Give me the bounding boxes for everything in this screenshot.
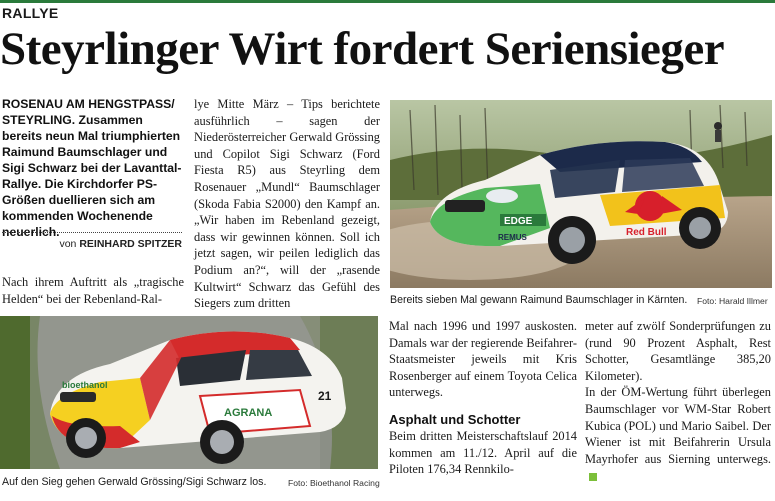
column-4-text-a: meter auf zwölf Sonderprüfungen zu (rund 90 Prozent Asphalt, Rest Schotter, Gesamtlänge 385,20 Kilometer). — [585, 319, 771, 383]
lead-paragraph — [2, 96, 182, 240]
byline-author: REINHARD SPITZER — [79, 238, 182, 250]
column-3-text-b: Beim dritten Meisterschaftslauf 2014 kommen am 11./12. April auf die Piloten 176,34 Rennkilo- — [389, 428, 577, 477]
article-column-4 — [585, 318, 771, 484]
column-4-text-b: In der ÖM-Wertung führt überlegen Baumschlager vor WM-Star Robert Kubica (POL) und Mario Saibel. Der Wiener ist mit Beifahrerin Ursula Mayrhofer aus Sierning unterwegs. — [585, 385, 771, 466]
car-text-remus: REMUS — [498, 233, 527, 242]
byline-divider — [2, 232, 182, 233]
photo-skoda-rally-car — [390, 100, 772, 288]
subheading: Asphalt und Schotter — [389, 411, 521, 427]
lead-text: Zusammen bereits neun Mal triumphierten Raimund Baumschlager und Sigi Schwarz bei der Lavanttal-Rallye. Die Kirchdorfer PS-Größen duellieren sich am kommenden Wochenende neuerlich. — [2, 113, 182, 239]
photo-fiesta-rally-car — [0, 316, 378, 469]
article-column-1: Nach ihrem Auftritt als „tragische Helden“ bei der Rebenland-Ral- — [2, 275, 184, 306]
photo-caption-left: Auf den Sieg gehen Gerwald Grössing/Sigi Schwarz los. — [2, 476, 267, 488]
column-4-paragraph-b — [585, 384, 771, 484]
fiesta-photo-illustration — [0, 316, 378, 469]
photo-caption-right: Bereits sieben Mal gewann Raimund Baumschlager in Kärnten. — [390, 294, 688, 306]
column-3-text-a: Mal nach 1996 und 1997 auskosten. Damals war der regierende Beifahrer-Staatsmeister jeweils mit Kris Rosenberger auf einem Toyota Celica unterwegs. — [389, 319, 577, 400]
lead-dateline: ROSENAU AM HENGSTPASS/ STEYRLING. — [2, 97, 175, 127]
article-column-3 — [389, 318, 577, 478]
byline — [2, 238, 182, 250]
car-text-redbull: Red Bull — [626, 227, 667, 238]
article-column-2: lye Mitte März – Tips berichtete ausführlich – sagen der Niederösterreicher Gerwald Grössing und Copilot Sigi Schwarz (Ford Fiesta R5) aus Steyrling dem Rosenauer „Mundl“ Baumschlager (Skoda Fabia S2000) den Kampf an. „Wir haben im Rebenland gezeigt, dass wir gewinnen können. Soll ich jetzt sagen, wir peilen lediglich das Podium an?“, will der „rasende Kultwirt“ Schwarz das Gefühl des Siegers zum dritten — [194, 97, 380, 311]
car-text-agrana: AGRANA — [224, 407, 273, 419]
photo-credit-right: Foto: Harald Illmer — [697, 296, 768, 306]
article-end-square-icon — [589, 473, 597, 481]
byline-prefix: von — [59, 238, 77, 250]
car-text-edge: EDGE — [504, 216, 533, 227]
skoda-photo-illustration — [390, 100, 772, 288]
car-text-bioethanol: bioethanol — [62, 380, 108, 390]
photo-credit-left: Foto: Bioethanol Racing — [288, 478, 380, 488]
top-accent-bar — [0, 0, 775, 3]
car-text-number: 21 — [318, 389, 332, 403]
headline: Steyrlinger Wirt fordert Seriensieger — [0, 23, 725, 75]
section-label: RALLYE — [2, 5, 59, 21]
